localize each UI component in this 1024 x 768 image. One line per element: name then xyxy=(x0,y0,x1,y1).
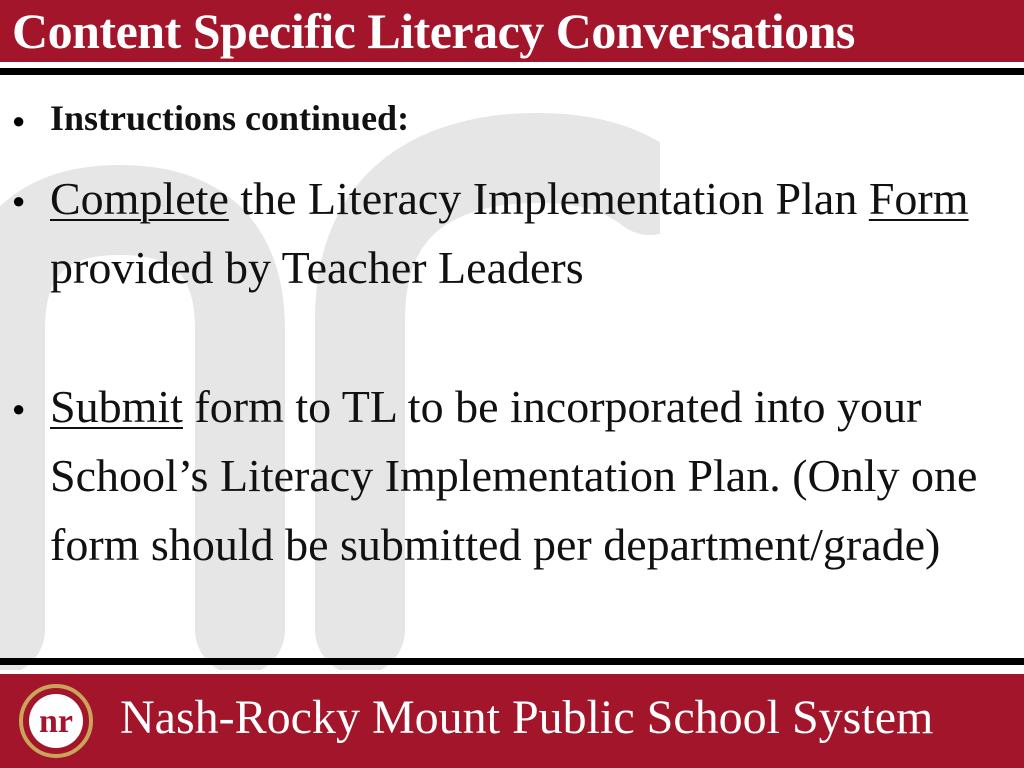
slide-content xyxy=(0,80,1024,655)
complete-word: Complete xyxy=(50,173,229,224)
bullet-dot-icon: ● xyxy=(12,396,26,421)
submit-word: Submit xyxy=(50,381,183,432)
org-name: Nash-Rocky Mount Public School System xyxy=(120,691,934,744)
nrms-logo-icon xyxy=(18,683,94,759)
form-word: Form xyxy=(868,173,969,224)
list-item-submit xyxy=(50,372,1020,579)
submit-text: form to TL to be incorporated into your School’s Literacy Implementation Plan. (Only one form should be submitted per department/grade) xyxy=(50,381,978,570)
complete-text-2: provided by Teacher Leaders xyxy=(50,242,584,293)
bullet-dot-icon: ● xyxy=(12,188,26,213)
top-divider xyxy=(0,68,1024,75)
slide-header xyxy=(0,0,1024,62)
bottom-divider xyxy=(0,658,1024,665)
list-item-complete xyxy=(50,164,1020,302)
slide-footer xyxy=(0,674,1024,768)
instructions-heading: Instructions continued: xyxy=(50,98,410,138)
slide-title: Content Specific Literacy Conversations xyxy=(12,3,855,59)
bullet-dot-icon: ● xyxy=(12,108,26,133)
complete-text-1: the Literacy Implementation Plan xyxy=(228,173,869,224)
logo-text: nr xyxy=(39,703,73,740)
